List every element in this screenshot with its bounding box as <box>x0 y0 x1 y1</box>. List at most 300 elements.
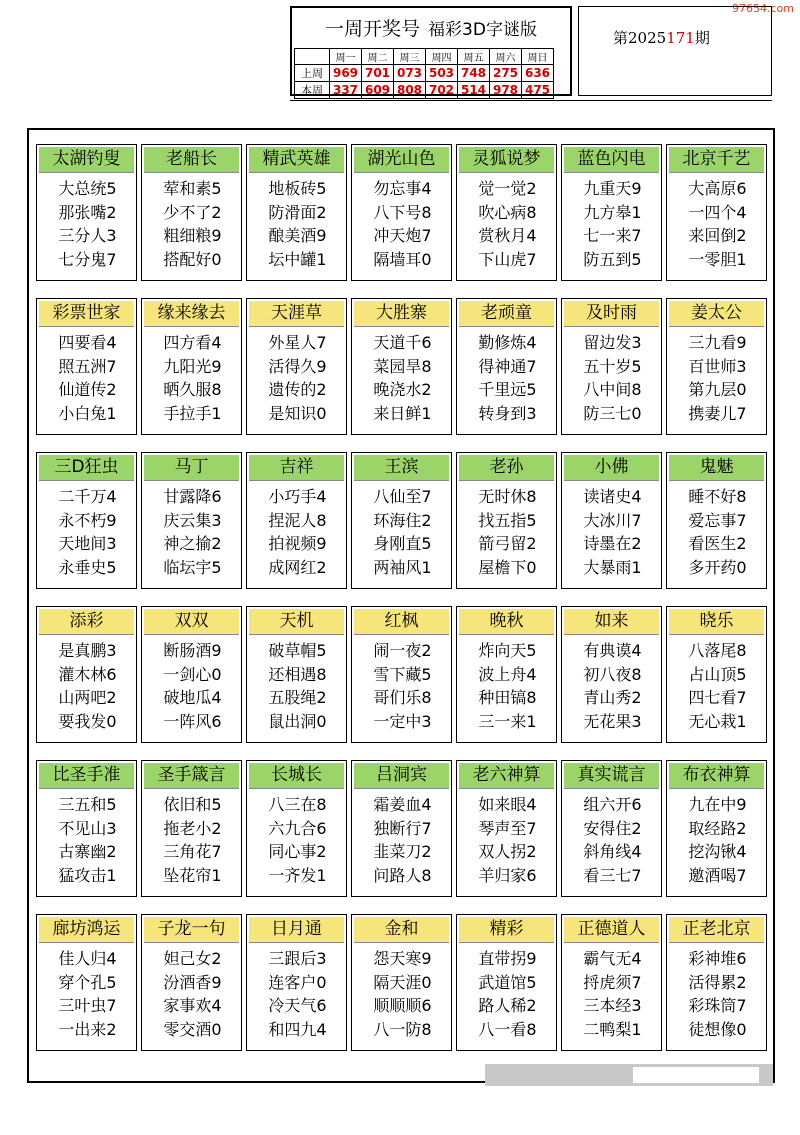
riddle-card <box>351 606 452 743</box>
author-name: 长城长 <box>249 763 344 789</box>
author-name: 北京千艺 <box>669 147 764 173</box>
riddle-line: 大总统5 <box>58 179 117 198</box>
riddle-line: 看三七7 <box>583 865 642 885</box>
riddle-line: 五十岁5 <box>583 356 642 376</box>
result-number: 808 <box>394 82 426 99</box>
riddle-lines <box>146 177 239 271</box>
riddle-line: 霸气无4 <box>583 949 642 968</box>
riddle-lines <box>356 331 449 425</box>
riddle-line: 四要看4 <box>58 333 117 352</box>
riddle-line: 雪下藏5 <box>373 664 432 684</box>
riddle-line: 古寨幽2 <box>58 842 117 861</box>
riddle-line: 双人拐2 <box>478 842 537 861</box>
riddle-card <box>36 452 137 589</box>
riddle-line: 六九合6 <box>268 818 327 838</box>
riddle-grid <box>27 128 775 1083</box>
riddle-line: 山两吧2 <box>58 688 117 707</box>
riddle-line: 甘露降6 <box>163 487 222 506</box>
result-number: 475 <box>522 82 554 99</box>
riddle-lines <box>461 485 554 579</box>
riddle-line: 佳人归4 <box>58 949 117 968</box>
author-name: 正老北京 <box>669 917 764 943</box>
riddle-line: 百世师3 <box>688 356 747 376</box>
riddle-line: 睡不好8 <box>688 487 747 506</box>
riddle-line: 活得累2 <box>688 972 747 992</box>
author-name: 子龙一句 <box>144 917 239 943</box>
riddle-line: 二千万4 <box>58 487 117 506</box>
riddle-line: 八一看8 <box>478 1019 537 1039</box>
riddle-line: 种田镐8 <box>478 688 537 707</box>
riddle-card <box>666 914 767 1051</box>
author-name: 添彩 <box>39 609 134 635</box>
footer-bar <box>485 1064 773 1086</box>
riddle-line: 韭菜刀2 <box>373 842 432 861</box>
riddle-line: 是真鹏3 <box>58 641 117 660</box>
riddle-line: 七一来7 <box>583 226 642 245</box>
riddle-line: 直带拐9 <box>478 949 537 968</box>
issue-suffix: 期 <box>694 29 710 47</box>
author-name: 缘来缘去 <box>144 301 239 327</box>
author-name: 红枫 <box>354 609 449 635</box>
riddle-line: 一四个4 <box>688 202 747 222</box>
riddle-lines <box>356 639 449 733</box>
riddle-line: 携妻儿7 <box>688 403 747 423</box>
riddle-line: 独断行7 <box>373 818 432 838</box>
author-name: 老孙 <box>459 455 554 481</box>
result-number: 275 <box>490 65 522 82</box>
riddle-line: 八一防8 <box>373 1019 432 1039</box>
riddle-line: 破草帽5 <box>268 641 327 660</box>
riddle-card <box>141 914 242 1051</box>
riddle-line: 隔天涯0 <box>373 972 432 992</box>
riddle-line: 屋檐下0 <box>478 557 537 577</box>
riddle-line: 不见山3 <box>58 818 117 838</box>
riddle-card <box>246 606 347 743</box>
riddle-line: 捏泥人8 <box>268 510 327 530</box>
riddle-line: 顺顺顺6 <box>373 996 432 1015</box>
riddle-line: 无心栽1 <box>688 711 747 731</box>
day-header: 周六 <box>490 49 522 65</box>
day-header: 周二 <box>362 49 394 65</box>
riddle-line: 连客户0 <box>268 972 327 992</box>
riddle-card <box>36 298 137 435</box>
result-number: 514 <box>458 82 490 99</box>
row-label: 上周 <box>295 65 330 82</box>
riddle-card <box>246 914 347 1051</box>
riddle-lines <box>671 639 764 733</box>
riddle-line: 隔墙耳0 <box>373 249 432 269</box>
result-number: 503 <box>426 65 458 82</box>
riddle-line: 小巧手4 <box>268 487 327 506</box>
riddle-line: 八下号8 <box>373 202 432 222</box>
riddle-lines <box>41 177 134 271</box>
author-name: 天机 <box>249 609 344 635</box>
riddle-line: 四方看4 <box>163 333 222 352</box>
riddle-line: 闹一夜2 <box>373 641 432 660</box>
riddle-lines <box>671 793 764 887</box>
riddle-line: 粗细粮9 <box>163 226 222 245</box>
riddle-lines <box>566 639 659 733</box>
riddle-line: 勤修炼4 <box>478 333 537 352</box>
author-name: 王滨 <box>354 455 449 481</box>
riddle-lines <box>41 331 134 425</box>
riddle-line: 彩珠筒7 <box>688 996 747 1015</box>
riddle-card <box>36 606 137 743</box>
riddle-line: 彩神堆6 <box>688 949 747 968</box>
day-header: 周一 <box>330 49 362 65</box>
riddle-line: 勿忘事4 <box>373 179 432 198</box>
riddle-lines <box>671 485 764 579</box>
riddle-card <box>351 760 452 897</box>
author-name: 吕洞宾 <box>354 763 449 789</box>
header-divider <box>290 100 772 101</box>
riddle-line: 防三七0 <box>583 403 642 423</box>
riddle-line: 占山顶5 <box>688 664 747 684</box>
riddle-line: 多开药0 <box>688 557 747 577</box>
riddle-line: 三角花7 <box>163 842 222 861</box>
riddle-card <box>141 144 242 281</box>
riddle-line: 菜园旱8 <box>373 356 432 376</box>
riddle-line: 荤和素5 <box>163 179 222 198</box>
riddle-line: 庆云集3 <box>163 510 222 530</box>
riddle-card <box>246 144 347 281</box>
riddle-line: 路人稀2 <box>478 996 537 1015</box>
riddle-line: 觉一觉2 <box>478 179 537 198</box>
riddle-line: 武道馆5 <box>478 972 537 992</box>
riddle-line: 邀酒喝7 <box>688 865 747 885</box>
riddle-line: 初八夜8 <box>583 664 642 684</box>
result-number: 609 <box>362 82 394 99</box>
riddle-lines <box>566 485 659 579</box>
riddle-line: 同心事2 <box>268 842 327 861</box>
riddle-line: 留边发3 <box>583 333 642 352</box>
riddle-lines <box>251 485 344 579</box>
issue-number: 171 <box>666 29 695 47</box>
result-number: 636 <box>522 65 554 82</box>
result-number: 969 <box>330 65 362 82</box>
riddle-line: 和四九4 <box>268 1019 327 1039</box>
riddle-line: 下山虎7 <box>478 249 537 269</box>
riddle-card <box>351 452 452 589</box>
riddle-lines <box>566 177 659 271</box>
riddle-line: 地板砖5 <box>268 179 327 198</box>
riddle-line: 一剑心0 <box>163 664 222 684</box>
riddle-lines <box>146 947 239 1041</box>
riddle-line: 零交酒0 <box>163 1019 222 1039</box>
riddle-line: 成网红2 <box>268 557 327 577</box>
author-name: 三D狂虫 <box>39 455 134 481</box>
riddle-line: 捋虎须7 <box>583 972 642 992</box>
riddle-line: 断肠酒9 <box>163 641 222 660</box>
riddle-line: 神之揄2 <box>163 534 222 553</box>
day-header: 周五 <box>458 49 490 65</box>
riddle-line: 一定中3 <box>373 711 432 731</box>
riddle-card <box>246 298 347 435</box>
riddle-card <box>561 298 662 435</box>
riddle-line: 诗墨在2 <box>583 534 642 553</box>
riddle-lines <box>41 485 134 579</box>
riddle-card <box>36 914 137 1051</box>
riddle-line: 八落尾8 <box>688 641 747 660</box>
riddle-card <box>666 298 767 435</box>
days-row <box>295 49 554 65</box>
riddle-lines <box>671 177 764 271</box>
issue-label <box>613 27 710 48</box>
author-name: 如来 <box>564 609 659 635</box>
riddle-lines <box>251 793 344 887</box>
author-name: 精武英雄 <box>249 147 344 173</box>
riddle-card <box>141 760 242 897</box>
subtitle-text: 福彩3D字谜版 <box>428 20 537 40</box>
riddle-line: 千里远5 <box>478 380 537 399</box>
riddle-line: 坛中罐1 <box>268 249 327 269</box>
riddle-line: 波上舟4 <box>478 664 537 684</box>
riddle-line: 青山秀2 <box>583 688 642 707</box>
riddle-line: 外星人7 <box>268 333 327 352</box>
riddle-line: 是知识0 <box>268 403 327 423</box>
results-table <box>294 48 554 99</box>
riddle-line: 搭配好0 <box>163 249 222 269</box>
title-text: 一周开奖号 <box>325 18 421 40</box>
riddle-line: 三本经3 <box>583 996 642 1015</box>
riddle-line: 要我发0 <box>58 711 117 731</box>
riddle-lines <box>356 177 449 271</box>
riddle-line: 来日鲜1 <box>373 403 432 423</box>
riddle-line: 二鸭梨1 <box>583 1019 642 1039</box>
riddle-lines <box>566 947 659 1041</box>
riddle-lines <box>146 331 239 425</box>
riddle-lines <box>461 947 554 1041</box>
riddle-card <box>141 452 242 589</box>
riddle-line: 赏秋月4 <box>478 226 537 245</box>
riddle-line: 羊归家6 <box>478 865 537 885</box>
riddle-line: 活得久9 <box>268 356 327 376</box>
riddle-line: 无时休8 <box>478 487 537 506</box>
riddle-line: 临坛宇5 <box>163 557 222 577</box>
draw-results-header <box>290 6 572 96</box>
riddle-line: 三九看9 <box>688 333 747 352</box>
riddle-lines <box>461 331 554 425</box>
riddle-card <box>246 452 347 589</box>
author-name: 金和 <box>354 917 449 943</box>
riddle-line: 晒久服8 <box>163 380 222 399</box>
riddle-lines <box>461 639 554 733</box>
riddle-line: 三跟后3 <box>268 949 327 968</box>
riddle-card <box>141 606 242 743</box>
riddle-card <box>246 760 347 897</box>
riddle-lines <box>671 947 764 1041</box>
author-name: 蓝色闪电 <box>564 147 659 173</box>
author-name: 廊坊鸿运 <box>39 917 134 943</box>
riddle-lines <box>41 947 134 1041</box>
riddle-line: 三五和5 <box>58 795 117 814</box>
riddle-card <box>456 760 557 897</box>
riddle-line: 灌木林6 <box>58 664 117 684</box>
riddle-line: 九重天9 <box>583 179 642 198</box>
author-name: 鬼魅 <box>669 455 764 481</box>
riddle-card <box>456 144 557 281</box>
watermark: 97654.com <box>732 2 794 15</box>
riddle-card <box>351 298 452 435</box>
riddle-card <box>666 760 767 897</box>
author-name: 湖光山色 <box>354 147 449 173</box>
riddle-line: 来回倒2 <box>688 226 747 245</box>
author-name: 老船长 <box>144 147 239 173</box>
riddle-card <box>666 452 767 589</box>
riddle-line: 无花果3 <box>583 711 642 731</box>
riddle-lines <box>146 485 239 579</box>
result-number: 748 <box>458 65 490 82</box>
riddle-line: 冷天气6 <box>268 996 327 1015</box>
riddle-line: 一出来2 <box>58 1019 117 1039</box>
author-name: 天涯草 <box>249 301 344 327</box>
riddle-line: 依旧和5 <box>163 795 222 814</box>
last-week-row <box>295 65 554 82</box>
riddle-card <box>561 144 662 281</box>
footer-blank <box>633 1067 759 1083</box>
author-name: 小佛 <box>564 455 659 481</box>
riddle-lines <box>356 793 449 887</box>
riddle-line: 永垂史5 <box>58 557 117 577</box>
riddle-card <box>456 452 557 589</box>
riddle-line: 天地间3 <box>58 534 117 553</box>
riddle-line: 怨天寒9 <box>373 949 432 968</box>
riddle-line: 炸向天5 <box>478 641 537 660</box>
riddle-line: 一零胆1 <box>688 249 747 269</box>
riddle-line: 拖老小2 <box>163 818 222 838</box>
riddle-line: 大暴雨1 <box>583 557 642 577</box>
author-name: 老顽童 <box>459 301 554 327</box>
riddle-line: 小白兔1 <box>58 403 117 423</box>
author-name: 姜太公 <box>669 301 764 327</box>
riddle-line: 天道千6 <box>373 333 432 352</box>
day-header: 周日 <box>522 49 554 65</box>
riddle-line: 晚浇水2 <box>373 380 432 399</box>
riddle-line: 照五洲7 <box>58 356 117 376</box>
riddle-line: 大冰川7 <box>583 510 642 530</box>
riddle-line: 七分鬼7 <box>58 249 117 269</box>
author-name: 吉祥 <box>249 455 344 481</box>
author-name: 及时雨 <box>564 301 659 327</box>
riddle-line: 防五到5 <box>583 249 642 269</box>
riddle-card <box>561 606 662 743</box>
riddle-line: 如来眼4 <box>478 795 537 814</box>
riddle-line: 找五指5 <box>478 510 537 530</box>
author-name: 正德道人 <box>564 917 659 943</box>
riddle-card <box>351 144 452 281</box>
riddle-line: 九方皋1 <box>583 202 642 222</box>
riddle-card <box>666 144 767 281</box>
riddle-line: 拍视频9 <box>268 534 327 553</box>
riddle-line: 箭弓留2 <box>478 534 537 553</box>
riddle-lines <box>461 177 554 271</box>
riddle-lines <box>356 485 449 579</box>
riddle-line: 家事欢4 <box>163 996 222 1015</box>
riddle-line: 一齐发1 <box>268 865 327 885</box>
riddle-lines <box>566 793 659 887</box>
row-label: 本周 <box>295 82 330 99</box>
riddle-line: 三一来1 <box>478 711 537 731</box>
riddle-line: 有典谟4 <box>583 641 642 660</box>
riddle-line: 转身到3 <box>478 403 537 423</box>
riddle-line: 破地瓜4 <box>163 688 222 707</box>
riddle-card <box>36 144 137 281</box>
result-number: 978 <box>490 82 522 99</box>
riddle-lines <box>251 947 344 1041</box>
issue-box <box>578 6 772 96</box>
riddle-lines <box>41 793 134 887</box>
riddle-card <box>456 914 557 1051</box>
author-name: 马丁 <box>144 455 239 481</box>
riddle-line: 坠花帘1 <box>163 865 222 885</box>
author-name: 晓乐 <box>669 609 764 635</box>
result-number: 073 <box>394 65 426 82</box>
author-name: 圣手箴言 <box>144 763 239 789</box>
riddle-line: 汾酒香9 <box>163 972 222 992</box>
riddle-line: 防滑面2 <box>268 202 327 222</box>
author-name: 布衣神算 <box>669 763 764 789</box>
riddle-line: 八中间8 <box>583 380 642 399</box>
riddle-line: 安得住2 <box>583 818 642 838</box>
day-header: 周四 <box>426 49 458 65</box>
riddle-line: 哥们乐8 <box>373 688 432 707</box>
author-name: 精彩 <box>459 917 554 943</box>
riddle-line: 霜姜血4 <box>373 795 432 814</box>
riddle-line: 斜角线4 <box>583 842 642 861</box>
riddle-line: 那张嘴2 <box>58 202 117 222</box>
riddle-line: 酿美酒9 <box>268 226 327 245</box>
riddle-line: 穿个孔5 <box>58 972 117 992</box>
riddle-line: 猛攻击1 <box>58 865 117 885</box>
riddle-line: 手拉手1 <box>163 403 222 423</box>
riddle-line: 得神通7 <box>478 356 537 376</box>
riddle-line: 四七看7 <box>688 688 747 707</box>
riddle-line: 大高原6 <box>688 179 747 198</box>
riddle-lines <box>251 331 344 425</box>
riddle-line: 九在中9 <box>688 795 747 814</box>
riddle-line: 问路人8 <box>373 865 432 885</box>
riddle-line: 三分人3 <box>58 226 117 245</box>
riddle-lines <box>566 331 659 425</box>
riddle-lines <box>251 177 344 271</box>
riddle-line: 还相遇8 <box>268 664 327 684</box>
riddle-lines <box>251 639 344 733</box>
riddle-line: 环海住2 <box>373 510 432 530</box>
result-number: 701 <box>362 65 394 82</box>
riddle-line: 少不了2 <box>163 202 222 222</box>
author-name: 彩票世家 <box>39 301 134 327</box>
riddle-line: 冲天炮7 <box>373 226 432 245</box>
riddle-card <box>351 914 452 1051</box>
riddle-line: 八仙至7 <box>373 487 432 506</box>
riddle-line: 两袖风1 <box>373 557 432 577</box>
author-name: 晚秋 <box>459 609 554 635</box>
riddle-card <box>456 298 557 435</box>
author-name: 比圣手准 <box>39 763 134 789</box>
riddle-line: 徒想像0 <box>688 1019 747 1039</box>
riddle-lines <box>461 793 554 887</box>
riddle-line: 一阵风6 <box>163 711 222 731</box>
riddle-line: 读诸史4 <box>583 487 642 506</box>
author-name: 灵狐说梦 <box>459 147 554 173</box>
issue-prefix: 第2025 <box>613 29 667 47</box>
riddle-line: 三叶虫7 <box>58 996 117 1015</box>
riddle-line: 仙道传2 <box>58 380 117 399</box>
riddle-card <box>561 760 662 897</box>
riddle-lines <box>146 793 239 887</box>
riddle-line: 九阳光9 <box>163 356 222 376</box>
result-number: 337 <box>330 82 362 99</box>
